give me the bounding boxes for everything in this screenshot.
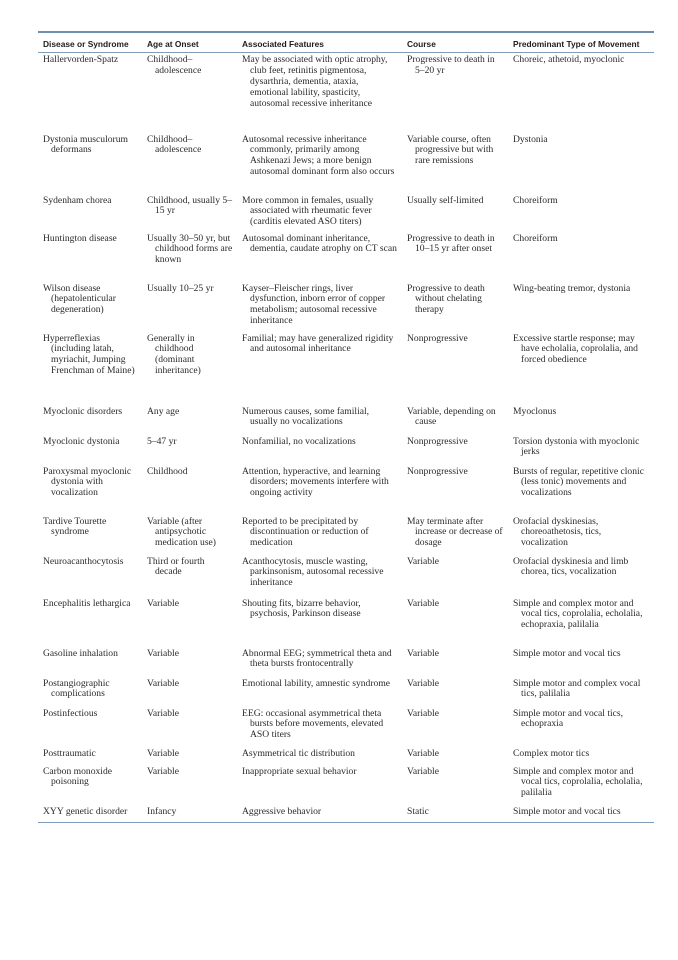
features-cell-text: Numerous causes, some familial, usually no vocalizations — [242, 405, 370, 428]
movement-cell-text: Simple and complex motor and vocal tics, coprolalia, echolalia, echopraxia, palilalia — [513, 597, 643, 631]
course-cell-text: Variable — [407, 747, 439, 759]
movement-cell-text: Simple motor and vocal tics — [513, 647, 621, 659]
features-cell-text: Aggressive behavior — [242, 805, 322, 817]
disease-cell-text: XYY genetic disorder — [43, 805, 128, 817]
course-cell — [402, 747, 508, 765]
course-cell-text: Variable course, often progressive but with rare remissions — [407, 133, 494, 167]
movement-cell — [508, 765, 654, 805]
disease-cell — [38, 677, 142, 707]
course-cell — [402, 555, 508, 597]
movement-cell-text: Choreiform — [513, 232, 558, 244]
disease-cell-text: Postinfectious — [43, 707, 98, 719]
movement-cell — [508, 282, 654, 332]
movement-cell — [508, 597, 654, 647]
disease-cell-text: Wilson disease (hepatolenticular degeneration) — [43, 282, 116, 316]
age-cell-text: Childhood– adolescence — [147, 54, 202, 76]
movement-cell — [508, 677, 654, 707]
movement-disorders-table — [38, 31, 654, 823]
features-cell-text: Acanthocytosis, muscle wasting, parkinsonism, autosomal recessive inheritance — [242, 555, 384, 589]
age-cell — [142, 647, 237, 677]
movement-cell — [508, 647, 654, 677]
age-cell-text: Infancy — [147, 805, 177, 817]
features-cell — [237, 555, 402, 597]
disease-cell — [38, 332, 142, 405]
disease-cell — [38, 435, 142, 465]
movement-cell — [508, 194, 654, 232]
movement-cell-text: Simple motor and complex vocal tics, palilalia — [513, 677, 641, 700]
age-cell — [142, 194, 237, 232]
features-cell — [237, 677, 402, 707]
course-cell — [402, 465, 508, 515]
disease-cell — [38, 597, 142, 647]
age-cell — [142, 435, 237, 465]
course-cell — [402, 133, 508, 194]
disease-cell — [38, 232, 142, 282]
movement-cell-text: Complex motor tics — [513, 747, 590, 759]
features-cell — [237, 133, 402, 194]
age-cell — [142, 465, 237, 515]
course-cell-text: Variable — [407, 707, 439, 719]
features-cell-text: Emotional lability, amnestic syndrome — [242, 677, 391, 689]
age-cell — [142, 53, 237, 133]
course-cell-text: Variable — [407, 647, 439, 659]
features-cell-text: Abnormal EEG; symmetrical theta and theta bursts frontocentrally — [242, 647, 392, 670]
movement-cell — [508, 747, 654, 765]
course-cell-text: Progressive to death in 10–15 yr after onset — [407, 232, 495, 255]
movement-cell-text: Simple motor and vocal tics — [513, 805, 621, 817]
col-header-movement: Predominant Type of Movement — [508, 32, 654, 53]
movement-cell — [508, 332, 654, 405]
features-cell-text: More common in females, usually associated with rheumatic fever (carditis elevated ASO titers) — [242, 194, 374, 228]
movement-cell — [508, 133, 654, 194]
table-row — [38, 53, 654, 133]
age-cell — [142, 332, 237, 405]
features-cell — [237, 465, 402, 515]
course-cell — [402, 707, 508, 747]
age-cell-text: Generally in childhood (dominant inheritance) — [147, 332, 201, 377]
course-cell-text: Nonprogressive — [407, 435, 468, 447]
features-cell-text: EEG: occasional asymmetrical theta bursts before movements, elevated ASO titers — [242, 707, 384, 741]
disease-cell-text: Neuroacanthocytosis — [43, 555, 124, 567]
course-cell — [402, 405, 508, 435]
features-cell — [237, 232, 402, 282]
course-cell-text: Variable — [407, 597, 439, 609]
course-cell — [402, 515, 508, 555]
features-cell-text: Shouting fits, bizarre behavior, psychosis, Parkinson disease — [242, 597, 361, 620]
movement-cell — [508, 515, 654, 555]
movement-cell — [508, 555, 654, 597]
disease-cell — [38, 515, 142, 555]
features-cell — [237, 597, 402, 647]
table-row — [38, 747, 654, 765]
table-body — [38, 53, 654, 823]
features-cell-text: Autosomal dominant inheritance, dementia, caudate atrophy on CT scan — [242, 232, 397, 255]
course-cell-text: Nonprogressive — [407, 332, 468, 344]
table-row — [38, 332, 654, 405]
disease-cell-text: Sydenham chorea — [43, 194, 112, 206]
disease-cell — [38, 805, 142, 823]
disease-cell-text: Gasoline inhalation — [43, 647, 118, 659]
course-cell — [402, 194, 508, 232]
course-cell-text: Progressive to death in 5–20 yr — [407, 54, 495, 76]
table-row — [38, 597, 654, 647]
movement-cell-text: Choreic, athetoid, myoclonic — [513, 54, 625, 65]
age-cell-text: Variable — [147, 677, 179, 689]
age-cell-text: Variable — [147, 597, 179, 609]
course-cell-text: Variable — [407, 765, 439, 777]
course-cell — [402, 282, 508, 332]
table-row — [38, 765, 654, 805]
age-cell-text: Childhood, usually 5–15 yr — [147, 194, 233, 217]
age-cell-text: Variable — [147, 647, 179, 659]
disease-cell-text: Dystonia musculorum deformans — [43, 133, 129, 156]
table-header — [38, 32, 654, 53]
features-cell — [237, 747, 402, 765]
movement-cell — [508, 805, 654, 823]
disease-cell — [38, 194, 142, 232]
features-cell-text: Autosomal recessive inheritance commonly, primarily among Ashkenazi Jews; a more benign autosomal dominant form also occurs — [242, 133, 395, 178]
features-cell — [237, 282, 402, 332]
course-cell — [402, 677, 508, 707]
features-cell — [237, 805, 402, 823]
course-cell — [402, 435, 508, 465]
movement-cell — [508, 53, 654, 133]
age-cell — [142, 282, 237, 332]
features-cell-text: Attention, hyperactive, and learning disorders; movements interfere with ongoing activity — [242, 465, 389, 499]
age-cell-text: Variable — [147, 765, 179, 777]
features-cell-text: May be associated with optic atrophy, club feet, retinitis pigmentosa, dysarthria, dementia, ataxia, emotional lability, spasticity, autosomal recessive inheritance — [242, 54, 388, 109]
disease-cell — [38, 747, 142, 765]
movement-cell-text: Orofacial dyskinesia and limb chorea, tics, vocalization — [513, 555, 629, 578]
features-cell-text: Inappropriate sexual behavior — [242, 765, 357, 777]
disease-cell-text: Paroxysmal myoclonic dystonia with vocalization — [43, 465, 132, 499]
age-cell-text: Variable (after antipsychotic medication use) — [147, 515, 217, 549]
features-cell — [237, 515, 402, 555]
features-cell-text: Kayser–Fleischer rings, liver dysfunction, inborn error of copper metabolism; autosomal recessive inheritance — [242, 282, 386, 327]
table-row — [38, 707, 654, 747]
movement-cell-text: Orofacial dyskinesias, choreoathetosis, tics, vocalization — [513, 515, 602, 549]
table-row — [38, 282, 654, 332]
course-cell — [402, 765, 508, 805]
features-cell — [237, 405, 402, 435]
disease-cell — [38, 133, 142, 194]
disease-cell-text: Posttraumatic — [43, 747, 96, 759]
age-cell — [142, 597, 237, 647]
age-cell — [142, 707, 237, 747]
course-cell — [402, 53, 508, 133]
movement-cell-text: Simple motor and vocal tics, echopraxia — [513, 707, 624, 730]
header-row — [38, 32, 654, 53]
course-cell — [402, 597, 508, 647]
age-cell — [142, 805, 237, 823]
disease-cell-text: Encephalitis lethargica — [43, 597, 131, 609]
course-cell-text: Variable, depending on cause — [407, 405, 496, 428]
col-header-course: Course — [402, 32, 508, 53]
age-cell — [142, 405, 237, 435]
age-cell — [142, 765, 237, 805]
course-cell — [402, 647, 508, 677]
col-header-features: Associated Features — [237, 32, 402, 53]
disease-cell-text: Hyperreflexias (including latah, myriachit, Jumping Frenchman of Maine) — [43, 332, 135, 377]
age-cell-text: Usually 10–25 yr — [147, 282, 214, 294]
disease-cell-text: Hallervorden-Spatz — [43, 54, 119, 65]
disease-cell — [38, 707, 142, 747]
movement-cell-text: Myoclonus — [513, 405, 557, 417]
age-cell-text: Third or fourth decade — [147, 555, 205, 578]
table-row — [38, 133, 654, 194]
course-cell-text: Static — [407, 805, 429, 817]
course-cell — [402, 332, 508, 405]
course-cell-text: Progressive to death without chelating therapy — [407, 282, 485, 316]
features-cell — [237, 647, 402, 677]
course-cell — [402, 232, 508, 282]
table-row — [38, 805, 654, 823]
col-header-age: Age at Onset — [142, 32, 237, 53]
age-cell-text: Any age — [147, 405, 180, 417]
age-cell-text: 5–47 yr — [147, 435, 177, 447]
features-cell — [237, 332, 402, 405]
age-cell-text: Usually 30–50 yr, but childhood forms are known — [147, 232, 233, 266]
movement-cell — [508, 707, 654, 747]
features-cell — [237, 765, 402, 805]
age-cell — [142, 555, 237, 597]
age-cell — [142, 677, 237, 707]
course-cell-text: Nonprogressive — [407, 465, 468, 477]
table-row — [38, 515, 654, 555]
features-cell — [237, 194, 402, 232]
disease-cell-text: Tardive Tourette syndrome — [43, 515, 107, 538]
table-row — [38, 405, 654, 435]
features-cell-text: Nonfamilial, no vocalizations — [242, 435, 356, 447]
age-cell — [142, 515, 237, 555]
disease-cell-text: Myoclonic dystonia — [43, 435, 120, 447]
movement-cell-text: Dystonia — [513, 133, 548, 145]
table-row — [38, 465, 654, 515]
features-cell-text: Asymmetrical tic distribution — [242, 747, 355, 759]
movement-cell-text: Simple and complex motor and vocal tics, coprolalia, echolalia, palilalia — [513, 765, 643, 799]
disease-cell-text: Carbon monoxide poisoning — [43, 765, 113, 788]
disease-cell-text: Huntington disease — [43, 232, 117, 244]
age-cell — [142, 747, 237, 765]
disease-cell — [38, 465, 142, 515]
movement-cell-text: Bursts of regular, repetitive clonic (less tonic) movements and vocalizations — [513, 465, 644, 499]
features-cell — [237, 53, 402, 133]
movement-cell-text: Wing-beating tremor, dystonia — [513, 282, 631, 294]
table-row — [38, 232, 654, 282]
disease-cell — [38, 282, 142, 332]
course-cell-text: Usually self-limited — [407, 194, 484, 206]
age-cell-text: Childhood — [147, 465, 188, 477]
disease-cell — [38, 765, 142, 805]
disease-cell-text: Myoclonic disorders — [43, 405, 123, 417]
age-cell-text: Variable — [147, 707, 179, 719]
table-row — [38, 194, 654, 232]
features-cell — [237, 707, 402, 747]
disease-cell — [38, 405, 142, 435]
age-cell — [142, 133, 237, 194]
table-row — [38, 647, 654, 677]
features-cell-text: Familial; may have generalized rigidity and autosomal inheritance — [242, 332, 394, 355]
disease-cell-text: Postangiographic complications — [43, 677, 110, 700]
age-cell — [142, 232, 237, 282]
table-row — [38, 555, 654, 597]
features-cell — [237, 435, 402, 465]
table-row — [38, 677, 654, 707]
course-cell-text: Variable — [407, 555, 439, 567]
age-cell-text: Variable — [147, 747, 179, 759]
movement-cell — [508, 465, 654, 515]
movement-cell — [508, 232, 654, 282]
disease-cell — [38, 647, 142, 677]
movement-cell-text: Excessive startle response; may have echolalia, coprolalia, and forced obedience — [513, 332, 638, 366]
movement-cell — [508, 435, 654, 465]
features-cell-text: Reported to be precipitated by discontinuation or reduction of medication — [242, 515, 369, 549]
course-cell-text: May terminate after increase or decrease of dosage — [407, 515, 503, 549]
col-header-disease: Disease or Syndrome — [38, 32, 142, 53]
movement-cell-text: Torsion dystonia with myoclonic jerks — [513, 435, 640, 458]
course-cell — [402, 805, 508, 823]
age-cell-text: Childhood– adolescence — [147, 133, 202, 156]
table-row — [38, 435, 654, 465]
movement-cell — [508, 405, 654, 435]
disease-cell — [38, 53, 142, 133]
course-cell-text: Variable — [407, 677, 439, 689]
movement-cell-text: Choreiform — [513, 194, 558, 206]
disease-cell — [38, 555, 142, 597]
